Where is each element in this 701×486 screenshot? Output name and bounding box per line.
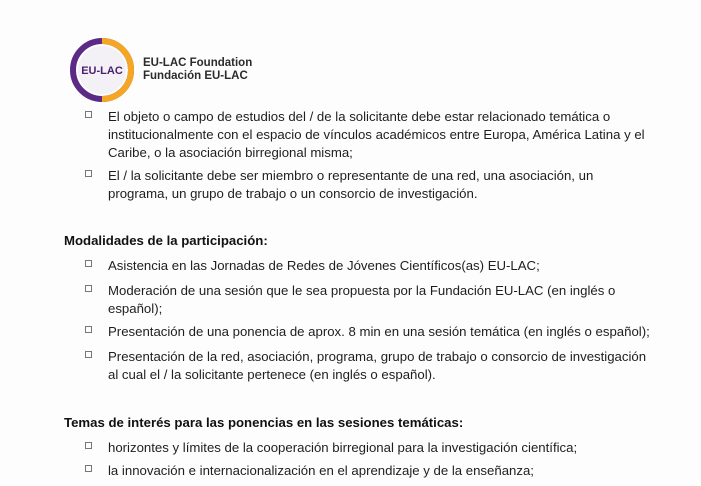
requirement-text: El objeto o campo de estudios del / de la solicitante debe estar relacionado temática o institucionalmente con el espacio de vínculos académicos entre Europa, América Latina y el Caribe, o la asociación birregional misma; bbox=[108, 109, 645, 160]
tema-text: horizontes y límites de la cooperación birregional para la investigación científica; bbox=[108, 440, 578, 455]
bullet-checkbox bbox=[85, 465, 92, 472]
modalidad-text: español); bbox=[108, 301, 163, 316]
org-name-es: Fundación EU-LAC bbox=[143, 70, 248, 82]
tema-text: la innovación e internacionalización en el aprendizaje y de la enseñanza; bbox=[108, 463, 534, 478]
modalidad-text: al cual el / la solicitante pertenece (en inglés o español). bbox=[108, 367, 436, 382]
org-name-en: EU-LAC Foundation bbox=[143, 57, 253, 69]
modalidad-text: Presentación de una ponencia de aprox. 8 min en una sesión temática (en inglés o español); bbox=[108, 324, 650, 339]
logo-wordmark: EU-LAC bbox=[81, 65, 123, 77]
section-heading-temas: Temas de interés para las ponencias en las sesiones temáticas: bbox=[64, 415, 464, 430]
bullet-checkbox bbox=[85, 285, 92, 292]
bullet-checkbox bbox=[85, 326, 92, 333]
bullet-checkbox bbox=[85, 170, 92, 177]
modalidad-text: Moderación de una sesión que le sea propuesta por la Fundación EU-LAC (en inglés o bbox=[108, 283, 616, 298]
bullet-checkbox bbox=[85, 442, 92, 449]
modalidad-text: Presentación de la red, asociación, programa, grupo de trabajo o consorcio de investigación bbox=[108, 349, 647, 364]
section-heading-modalidades: Modalidades de la participación: bbox=[64, 233, 268, 248]
bullet-checkbox bbox=[85, 260, 92, 267]
eu-lac-logo bbox=[70, 38, 134, 102]
bullet-checkbox bbox=[85, 351, 92, 358]
organization-name bbox=[143, 57, 252, 83]
bullet-checkbox bbox=[85, 111, 92, 118]
requirement-text: El / la solicitante debe ser miembro o representante de una red, una asociación, un programa, un grupo de trabajo o un consorcio de investigación. bbox=[108, 168, 594, 201]
modalidad-text: Asistencia en las Jornadas de Redes de Jóvenes Científicos(as) EU-LAC; bbox=[108, 258, 540, 273]
